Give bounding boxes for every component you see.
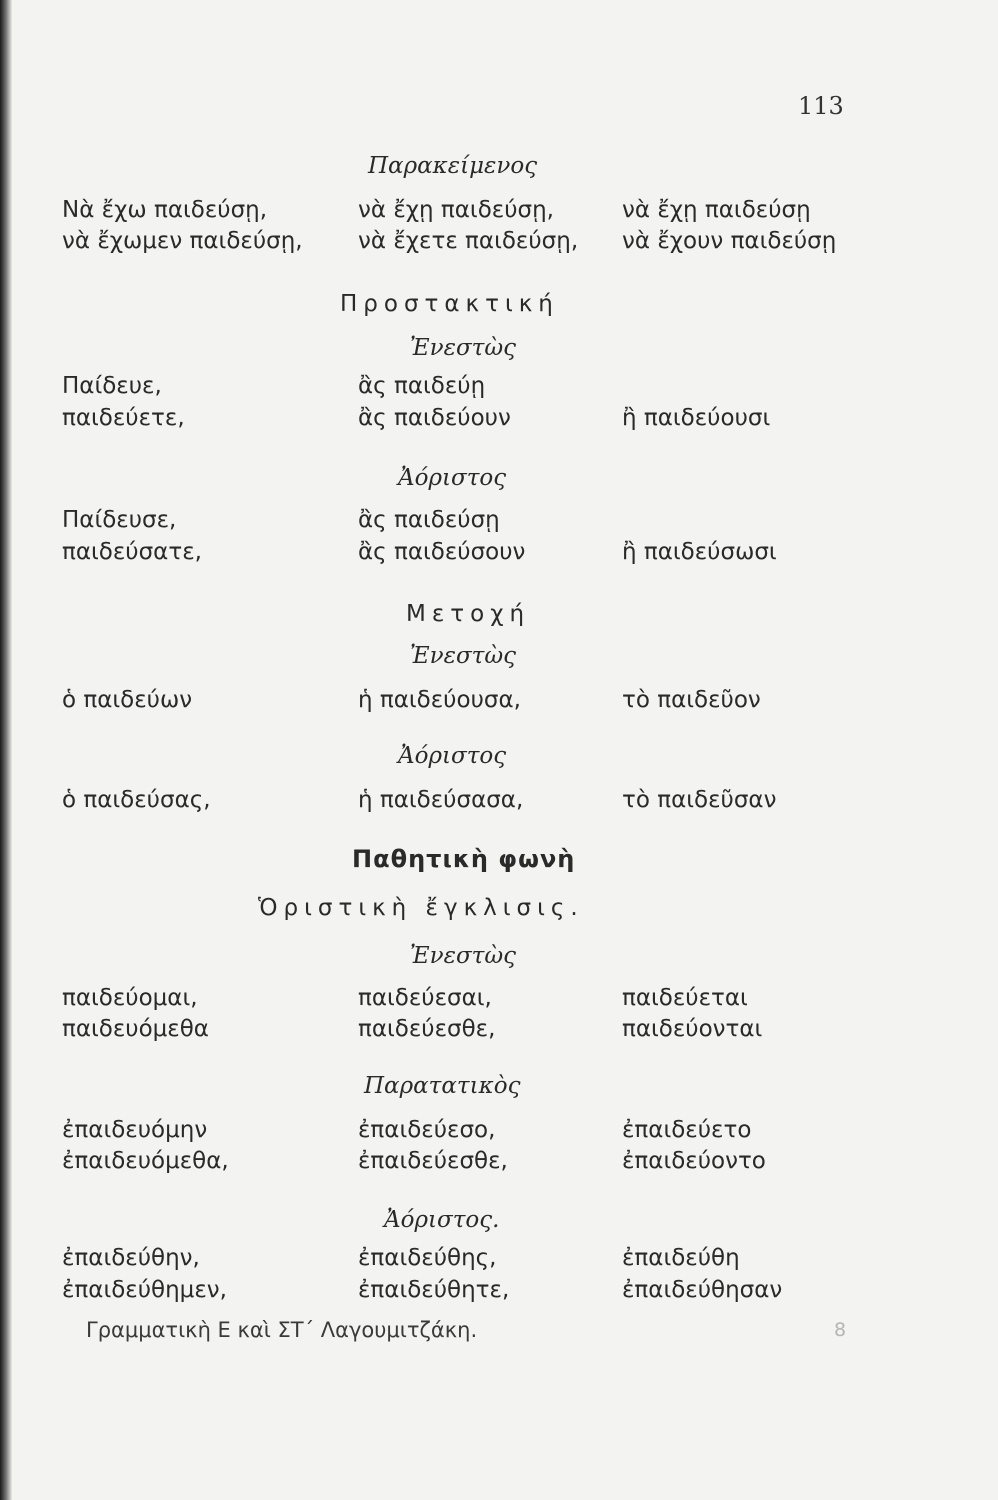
form-cell: ἡ παιδεύουσα, — [358, 687, 521, 713]
signature-mark: 8 — [834, 1319, 847, 1341]
form-cell: νὰ ἔχῃ παιδεύσῃ, — [358, 197, 554, 223]
form-cell: νὰ ἔχουν παιδεύσῃ — [622, 228, 837, 254]
form-cell: ἐπαιδευόμεθα, — [62, 1148, 229, 1174]
form-cell: παιδεύεσαι, — [358, 985, 492, 1011]
form-cell: ἢ παιδεύουσι — [622, 405, 771, 431]
form-cell: νὰ ἔχῃ παιδεύσῃ — [622, 197, 811, 223]
mood-title: Ὁριστικὴ ἔγκλισις. — [258, 895, 584, 921]
form-cell: νὰ ἔχωμεν παιδεύσῃ, — [62, 228, 303, 254]
form-cell: παιδεύεται — [622, 985, 748, 1011]
tense-heading: Ἐνεστὼς — [410, 643, 517, 669]
form-cell: ἐπαιδευόμην — [62, 1117, 208, 1143]
form-cell: Παίδευσε, — [62, 507, 177, 533]
form-cell: ἂς παιδεύῃ — [358, 373, 486, 399]
tense-heading: Παρακείμενος — [368, 153, 538, 179]
tense-heading: Ἀόριστος. — [384, 1207, 500, 1233]
form-cell: τὸ παιδεῦσαν — [622, 787, 777, 813]
form-cell: παιδεύετε, — [62, 405, 185, 431]
form-cell: ὁ παιδεύων — [62, 687, 193, 713]
tense-heading: Ἀόριστος — [398, 465, 507, 491]
form-cell: νὰ ἔχετε παιδεύσῃ, — [358, 228, 579, 254]
tense-heading: Ἐνεστὼς — [410, 943, 517, 969]
form-cell: ἐπαιδεύθησαν — [622, 1277, 783, 1303]
form-cell: ἐπαιδεύθην, — [62, 1245, 200, 1271]
form-cell: παιδεύομαι, — [62, 985, 198, 1011]
tense-heading: Παρατατικὸς — [364, 1073, 521, 1099]
binding-gutter — [0, 0, 12, 1500]
mood-title: Μετοχή — [406, 601, 531, 627]
form-cell: τὸ παιδεῦον — [622, 687, 761, 713]
form-cell: ὁ παιδεύσας, — [62, 787, 211, 813]
form-cell: ἐπαιδεύεσθε, — [358, 1148, 508, 1174]
form-cell: ἐπαιδεύθητε, — [358, 1277, 510, 1303]
form-cell: Παίδευε, — [62, 373, 162, 399]
form-cell: ἐπαιδεύετο — [622, 1117, 752, 1143]
page-footer: Γραμματικὴ Ε καὶ ΣΤ΄ Λαγουμιτζάκη. — [86, 1318, 478, 1342]
form-cell: ἐπαιδεύοντο — [622, 1148, 766, 1174]
form-cell: ἢ παιδεύσωσι — [622, 539, 777, 565]
mood-title: Προστακτική — [340, 291, 559, 317]
form-cell: παιδεύονται — [622, 1016, 763, 1042]
form-cell: ἂς παιδεύουν — [358, 405, 511, 431]
tense-heading: Ἀόριστος — [398, 743, 507, 769]
tense-heading: Ἐνεστὼς — [410, 335, 517, 361]
form-cell: ἐπαιδεύθη — [622, 1245, 740, 1271]
form-cell: ἐπαιδεύθημεν, — [62, 1277, 227, 1303]
form-cell: παιδεύσατε, — [62, 539, 202, 565]
page-number: 113 — [798, 92, 844, 120]
form-cell: ἐπαιδεύθης, — [358, 1245, 497, 1271]
form-cell: ἂς παιδεύσῃ — [358, 507, 500, 533]
voice-title: Παθητικὴ φωνὴ — [352, 845, 576, 873]
form-cell: παιδεύεσθε, — [358, 1016, 496, 1042]
form-cell: παιδευόμεθα — [62, 1016, 209, 1042]
form-cell: ἡ παιδεύσασα, — [358, 787, 524, 813]
form-cell: ἐπαιδεύεσο, — [358, 1117, 496, 1143]
form-cell: Νὰ ἔχω παιδεύσῃ, — [62, 197, 268, 223]
form-cell: ἂς παιδεύσουν — [358, 539, 526, 565]
